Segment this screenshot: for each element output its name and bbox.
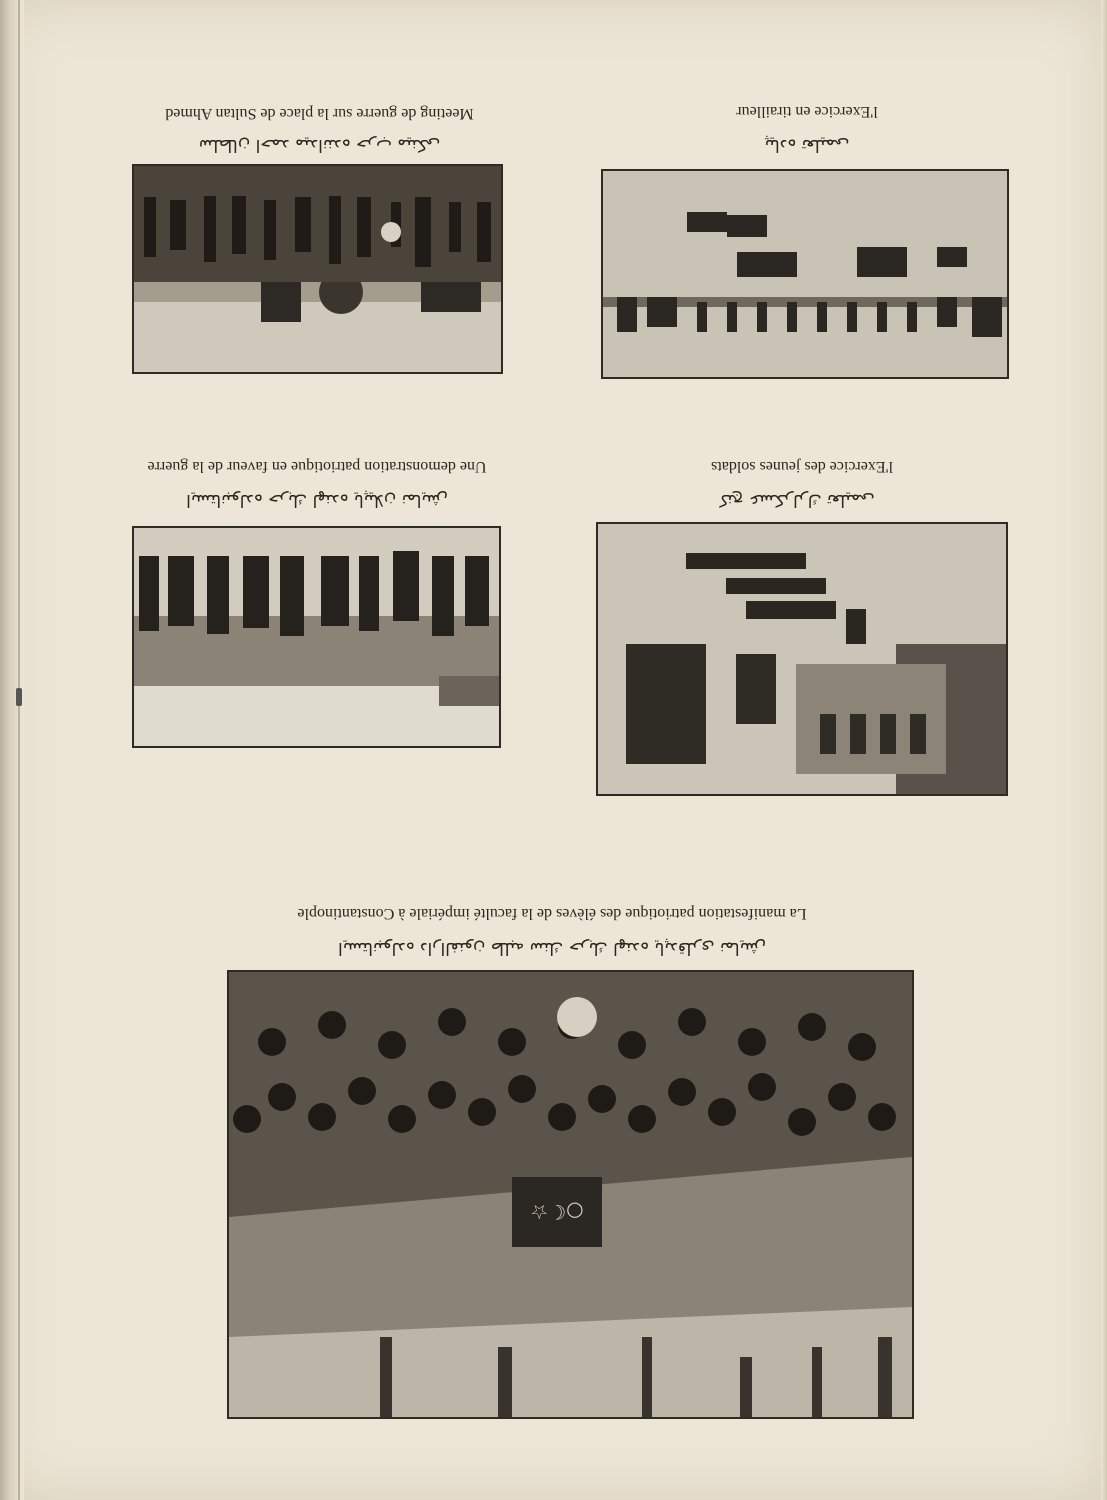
caption-faculty-french: La manifestation patriotique des élèves de la faculté impériale à Constantinople xyxy=(297,905,807,922)
photo-demonstration xyxy=(132,526,501,748)
flag-emblem: ○☾☆ xyxy=(530,1200,584,1224)
photo-tirailleur xyxy=(601,169,1009,379)
caption-jeunes-soldats-french: l'Exercice des jeunes soldats xyxy=(711,458,893,475)
caption-sultan-ahmed-ottoman: سلطان احمد میداننده حرب مینکی xyxy=(198,135,441,155)
photo-sultan-ahmed xyxy=(132,164,503,374)
caption-demonstration-french: Une demonstration patriotique en faveur de la guerre xyxy=(147,458,487,475)
caption-sultan-ahmed-french: Meeting de guerre sur la place de Sultan Ahmed xyxy=(165,105,474,122)
caption-demonstration-ottoman: ایستانبولده حربك لهنده یاپیلان نمایش xyxy=(186,490,448,510)
caption-jeunes-soldats-ottoman: کنج عسکرلرك تعلیمی xyxy=(719,490,875,510)
caption-tirailleur-ottoman: پیاده تعلیمی xyxy=(764,135,850,155)
caption-tirailleur-french: l'Exercice en tirailleur xyxy=(736,103,878,120)
photo-faculty-manifestation xyxy=(227,970,914,1419)
photo-jeunes-soldats xyxy=(596,522,1008,796)
caption-faculty-ottoman: ایستانبولده دارالفنون طلبه سنك حربك لهنده یاپدقلری نمایش xyxy=(338,938,766,958)
